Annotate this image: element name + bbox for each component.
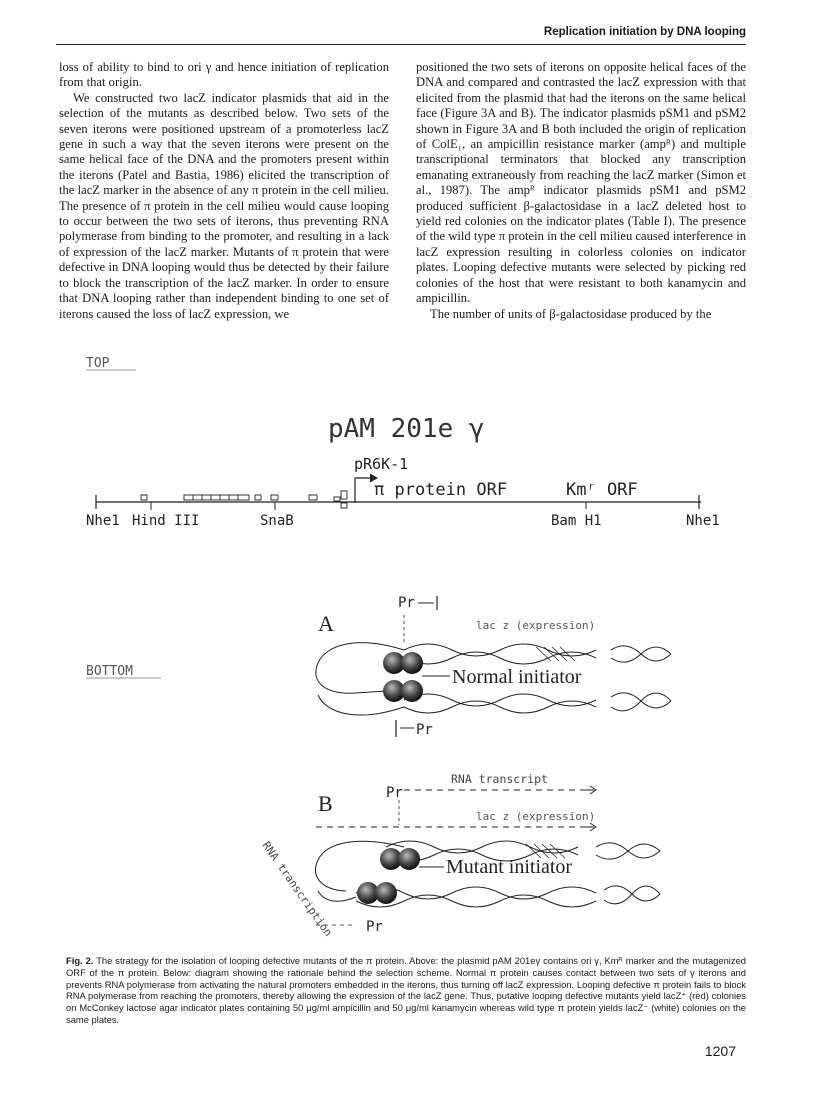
caption-text: The strategy for the isolation of looping defective mutants of the π protein. Above: the plasmid pAM 201eγ contains ori γ, Kmᴿ marker and the mutagenized ORF of the π protein. Below: diagram showing the rationale behind the selection scheme. Normal π protein causes contact between two sets of γ iterons and prevents RNA polymerase from activating the natural promoters embedded in the iterons, thus turning off lacZ expression. Looping defective π protein fails to block RNA polymerase from reaching the promoters, thereby allowing the expression of the lacZ gene. Thus, putative looping defective mutants yield lacZ⁺ (red) colonies on McConkey lactose agar indicator plates containing 50 μg/ml ampicillin and 50 μg/ml kanamycin whereas wild type π protein yields lacZ⁻ (white) colonies on the same plates. [66, 955, 747, 1025]
figure-2 [56, 345, 756, 950]
panel-b-rna-label: RNA transcript [451, 772, 548, 786]
plasmid-title: pAM 201e γ [328, 414, 485, 444]
panel-a-lacz-label: lac z (expression) [476, 619, 596, 632]
promoter-label: pR6K-1 [354, 455, 409, 473]
panel-a-letter: A [318, 611, 334, 636]
panel-a-pr-top: Pr [398, 595, 415, 611]
caption-label: Fig. 2. [66, 955, 94, 966]
pi-orf-label: π protein ORF [374, 480, 508, 500]
panel-b-lacz-label: lac z (expression) [476, 810, 596, 823]
panel-b-lacz-arrowhead [586, 823, 596, 831]
panel-b-side-label: RNA transcription [259, 839, 335, 939]
figure-caption [66, 955, 746, 1026]
site-label-nhe1-right: Nhe1 [686, 513, 720, 529]
figure-2-drawing [56, 345, 756, 950]
panel-b-pr-top: Pr [386, 785, 403, 801]
site-label-hindiii: Hind III [132, 513, 200, 529]
site-label-bamh1: Bam H1 [551, 513, 602, 529]
panel-b-initiator-label: Mutant initiator [446, 856, 573, 878]
panel-b-pr-bottom: Pr [366, 919, 383, 935]
site-label-snab: SnaB [260, 513, 294, 529]
top-label: TOP [86, 356, 110, 371]
right-paragraph-2: The number of units of β-galactosidase produced by the [430, 306, 712, 321]
panel-b-letter: B [318, 791, 333, 816]
iteron-boxes [141, 491, 347, 508]
header-rule [56, 44, 746, 45]
running-head: Replication initiation by DNA looping [543, 26, 746, 38]
left-column [59, 60, 389, 322]
left-paragraph-2: We constructed two lacZ indicator plasmids that aid in the selection of the mutants as described below. Two sets of the seven iterons were positioned upstream of a promoterless lacZ gene in such a way that the seven iterons were present on the same helical face of the DNA and the promoters present within the iterons (Patel and Bastia, 1986) elicited the transcription of the lacZ marker in the absence of any π protein in the cell milieu. The presence of π protein in the cell milieu would cause looping to occur between the two sets of iterons, thus preventing RNA polymerase from binding to the promoter, and resulting in a lack of expression of the lacZ marker. Mutants of π protein that were defective in DNA looping would thus be detected by their failure to block the transcription of the lacZ marker. In order to ensure that DNA looping rather than independent binding to one set of iterons caused the loss of lacZ expression, we [59, 90, 389, 321]
bottom-label: BOTTOM [86, 664, 133, 679]
right-column [416, 60, 746, 322]
panel-b-rna-arrowhead [586, 786, 596, 794]
panel-a-pr-bottom: Pr [416, 722, 433, 738]
panel-a-normal-initiator-balls [383, 652, 423, 702]
page-number: 1207 [704, 1043, 736, 1059]
km-orf-label: Kmʳ ORF [566, 480, 638, 500]
site-label-nhe1-left: Nhe1 [86, 513, 120, 529]
left-paragraph-1: loss of ability to bind to ori γ and hence initiation of replication from that origin. [59, 60, 389, 90]
panel-a-initiator-label: Normal initiator [452, 666, 582, 688]
right-paragraph-1: positioned the two sets of iterons on opposite helical faces of the DNA and compared and contrasted the lacZ expression with that elicited from the plasmid that had the iterons on the same helical face (Figure 3A and B). The indicator plasmids pSM1 and pSM2 shown in Figure 3A and B both included the origin of replication of ColE₁, an ampicillin resistance marker (ampᴿ) and multiple transcriptional terminators that blocked any transcription emanating extraneously from reaching the lacZ marker (Simon et al., 1987). The ampᴿ indicator plasmids pSM1 and pSM2 produced sufficient β-galactosidase in a lacZ deleted host to yield red colonies on the indicator plates (Table I). The presence of the wild type π protein in the cell milieu caused interference in lacZ expression resulting in colorless colonies on indicator plates. Looping defective mutants were selected by picking red colonies of the host that were resistant to both kanamycin and ampicillin. [416, 60, 746, 306]
